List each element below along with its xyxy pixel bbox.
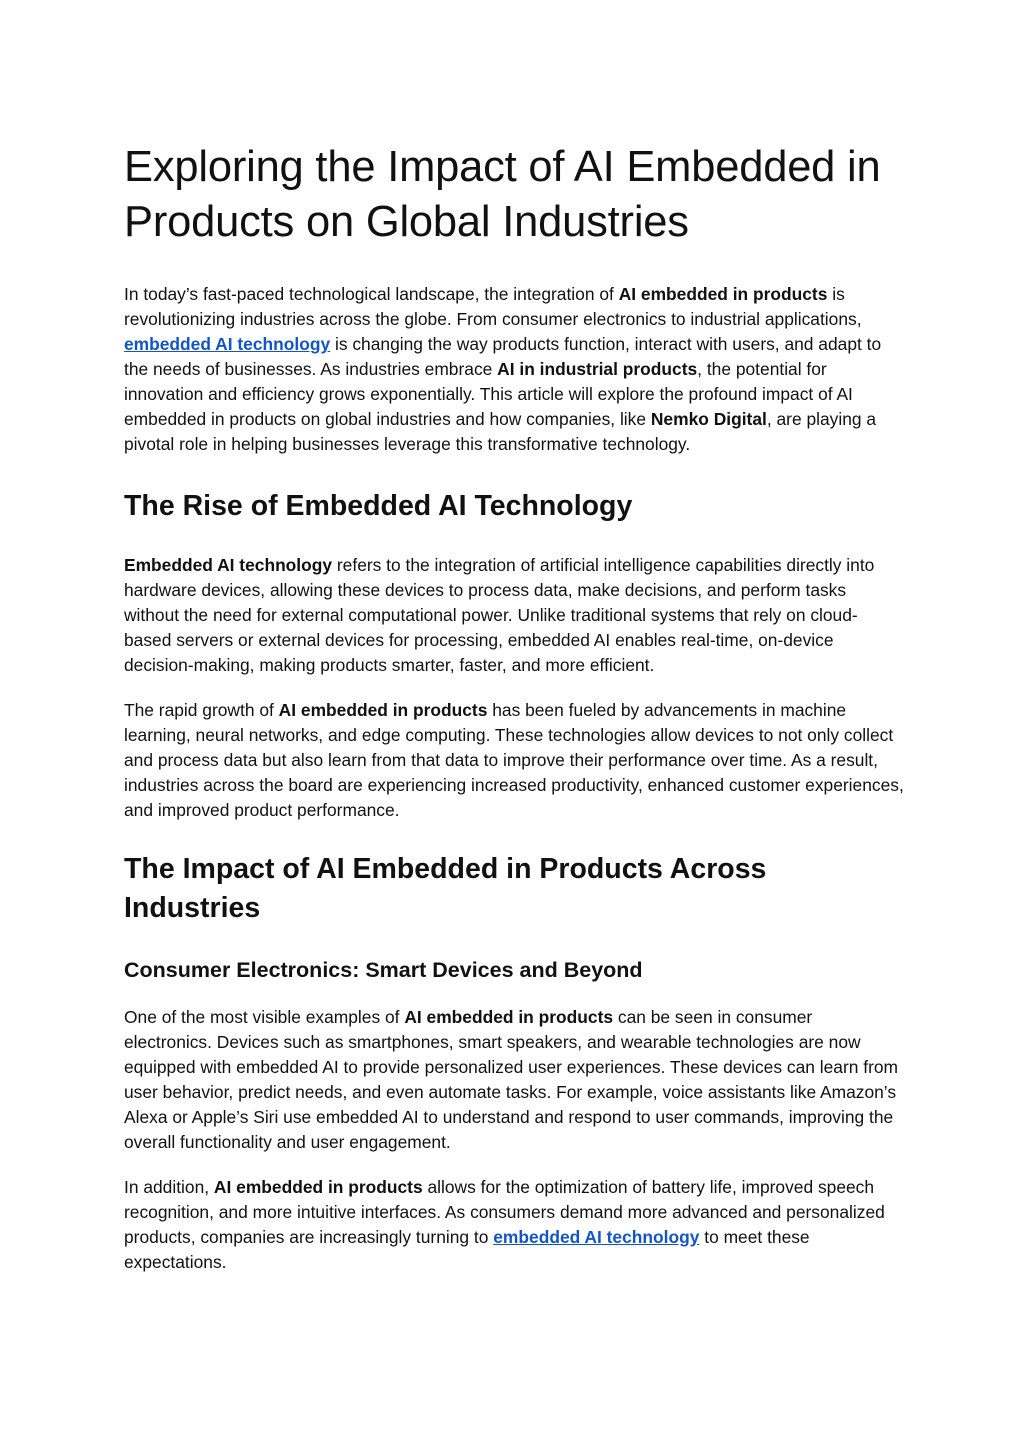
rise-paragraph-1 xyxy=(124,553,904,678)
intro-paragraph xyxy=(124,282,904,457)
consumer-paragraph-2 xyxy=(124,1175,904,1275)
intro-text-5: , are playing a pivotal role in helping businesses leverage this transformative technology. xyxy=(124,409,877,454)
consumer-p2-bold: AI embedded in products xyxy=(213,1177,423,1197)
embedded-ai-technology-link[interactable]: embedded AI technology xyxy=(124,334,331,354)
intro-bold-ai-industrial: AI in industrial products xyxy=(497,359,698,379)
heading-impact-across-industries: The Impact of AI Embedded in Products Across Industries xyxy=(124,853,767,924)
consumer-p1-bold: AI embedded in products xyxy=(404,1007,614,1027)
rise-paragraph-2 xyxy=(124,698,904,823)
consumer-p1-text-1: One of the most visible examples of xyxy=(124,1007,405,1027)
rise-p2-bold: AI embedded in products xyxy=(278,700,488,720)
document-title: Exploring the Impact of AI Embedded in Products on Global Industries xyxy=(124,143,881,246)
rise-p2-text-2: has been fueled by advancements in machine learning, neural networks, and edge computing. These technologies allow devices to not only collect and process data but also learn from that data to improve their performance over time. As a result, industries across the board are experiencing increased productivity, enhanced customer experiences, and improved product performance. xyxy=(124,700,904,820)
intro-bold-ai-embedded: AI embedded in products xyxy=(618,284,828,304)
heading-consumer-electronics: Consumer Electronics: Smart Devices and Beyond xyxy=(124,958,643,982)
heading-rise-of-embedded-ai: The Rise of Embedded AI Technology xyxy=(124,490,633,522)
rise-p2-text-1: The rapid growth of xyxy=(124,700,279,720)
embedded-ai-technology-link-2[interactable]: embedded AI technology xyxy=(493,1227,700,1247)
consumer-p2-text-2: allows for the optimization of battery life, improved speech recognition, and more intuitive interfaces. As consumers demand more advanced and personalized products, companies are increasingly turning to xyxy=(124,1177,885,1247)
intro-text-1: In today’s fast-paced technological landscape, the integration of xyxy=(124,284,619,304)
rise-p1-text: refers to the integration of artificial intelligence capabilities directly into hardware devices, allowing these devices to process data, make decisions, and perform tasks without the need for external computational power. Unlike traditional systems that rely on cloud-based servers or external devices for processing, embedded AI enables real-time, on-device decision-making, making products smarter, faster, and more efficient. xyxy=(124,555,875,675)
intro-text-2: is revolutionizing industries across the globe. From consumer electronics to industrial applications, xyxy=(124,284,862,329)
rise-p1-bold: Embedded AI technology xyxy=(124,555,333,575)
intro-text-4: , the potential for innovation and efficiency grows exponentially. This article will explore the profound impact of AI embedded in products on global industries and how companies, like xyxy=(124,359,853,429)
intro-text-3: is changing the way products function, interact with users, and adapt to the needs of businesses. As industries embrace xyxy=(124,334,882,379)
consumer-p2-text-1: In addition, xyxy=(124,1177,214,1197)
consumer-p1-text-2: can be seen in consumer electronics. Devices such as smartphones, smart speakers, and wearable technologies are now equipped with embedded AI to provide personalized user experiences. These devices can learn from user behavior, predict needs, and even automate tasks. For example, voice assistants like Amazon’s Alexa or Apple’s Siri use embedded AI to understand and respond to user commands, improving the overall functionality and user engagement. xyxy=(124,1007,899,1152)
consumer-paragraph-1 xyxy=(124,1005,904,1155)
intro-bold-nemko: Nemko Digital xyxy=(650,409,767,429)
document-page xyxy=(124,140,904,1275)
consumer-p2-text-3: to meet these expectations. xyxy=(124,1227,810,1272)
